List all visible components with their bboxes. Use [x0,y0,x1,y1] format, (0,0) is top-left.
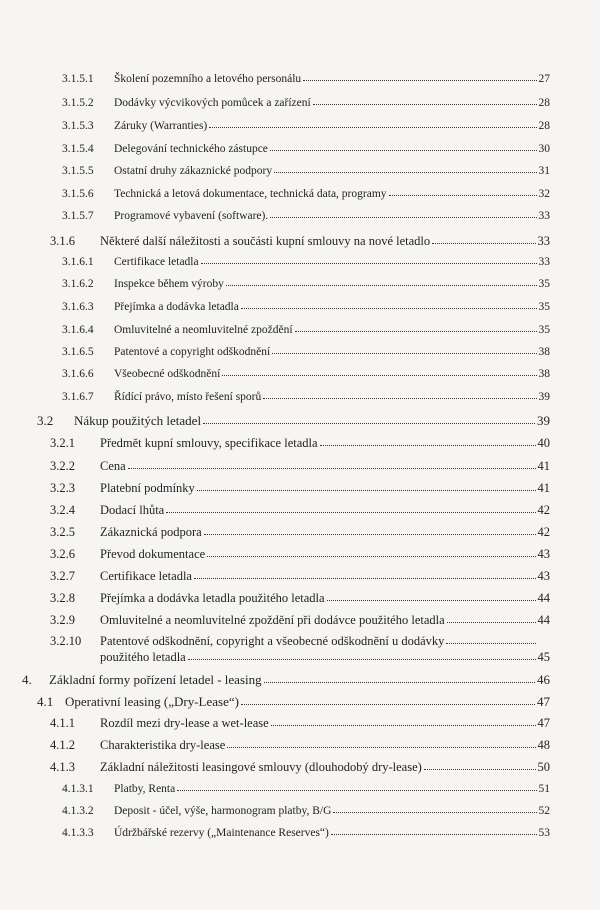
toc-page-number: 32 [538,188,550,200]
toc-number: 3.1.5.3 [62,120,94,132]
toc-leader-dots [263,398,536,399]
toc-leader-dots [270,150,537,151]
toc-title: Delegování technického zástupce [114,143,268,155]
toc-entry [62,828,550,840]
toc-leader-dots [204,534,536,535]
toc-title: Všeobecné odškodnění [114,368,221,380]
toc-page-number: 27 [538,73,550,85]
toc-title: Zákaznická podpora [100,525,202,539]
toc-page-number: 30 [538,143,550,155]
toc-page-number: 43 [537,547,550,561]
toc-number: 3.2.2 [50,459,75,473]
toc-leader-dots [320,445,536,446]
toc-title: Předmět kupní smlouvy, specifikace letadla [100,436,318,450]
toc-title: Dodací lhůta [100,503,165,517]
toc-entry [62,806,550,818]
toc-title: Převod dokumentace [100,547,206,561]
toc-number: 4. [22,672,32,687]
toc-entry [62,279,550,291]
toc-page-number: 43 [537,569,550,583]
toc-title: Deposit - účel, výše, harmonogram platby, B/G [114,805,332,817]
toc-number: 3.2.8 [50,591,75,605]
toc-number: 3.1.5.4 [62,143,94,155]
toc-entry [62,98,550,110]
toc-entry [50,235,550,248]
toc-entry [50,717,550,730]
toc-leader-dots [432,243,535,244]
toc-leader-dots [203,423,535,424]
toc-title: Základní náležitosti leasingové smlouvy (dlouhodobý dry-lease) [100,760,422,774]
toc-page-number: 33 [538,256,550,268]
toc-entry [50,437,550,450]
toc-leader-dots [270,217,536,218]
toc-leader-dots [313,104,537,105]
toc-title: Platební podmínky [100,481,195,495]
toc-leader-dots [264,682,535,683]
toc-entry [62,189,550,201]
toc-leader-dots [207,556,535,557]
toc-entry [50,614,550,627]
toc-title: Patentové odškodnění, copyright a všeobecné odškodnění u dodávky [100,634,445,648]
toc-number: 3.1.5.2 [62,97,94,109]
toc-page-number: 41 [537,459,550,473]
toc-entry [50,739,550,752]
toc-title: Cena [100,459,126,473]
toc-entry [62,325,550,337]
toc-number: 4.1.3 [50,760,75,774]
toc-title: Přejímka a dodávka letadla použitého letadla [100,591,325,605]
toc-leader-dots [197,490,536,491]
toc-number: 3.2.6 [50,547,75,561]
toc-leader-dots [271,725,536,726]
toc-title: Rozdíl mezi dry-lease a wet-lease [100,716,269,730]
toc-page-number: 31 [538,165,550,177]
toc-page-number: 44 [537,591,550,605]
toc-leader-dots [389,195,537,196]
toc-title: Omluvitelné a neomluvitelné zpoždění [114,324,293,336]
toc-number: 3.1.6.2 [62,278,94,290]
toc-entry [50,635,550,648]
toc-title: Řídící právo, místo řešení sporů [114,391,262,403]
toc-title: Certifikace letadla [100,569,192,583]
toc-leader-dots [177,790,536,791]
toc-title: Některé další náležitosti a součásti kupní smlouvy na nové letadlo [100,234,431,248]
toc-entry [62,369,550,381]
toc-entry [62,121,550,133]
toc-entry [50,761,550,774]
toc-entry [62,257,550,269]
toc-entry [50,548,550,561]
toc-entry [62,74,550,86]
toc-number: 3.1.6.6 [62,368,94,380]
toc-number: 4.1.1 [50,716,75,730]
toc-entry [62,392,550,404]
toc-number: 3.2.3 [50,481,75,495]
toc-page-number: 50 [537,760,550,774]
toc-title: Operativní leasing („Dry-Lease“) [65,694,239,709]
toc-number: 3.2.10 [50,634,82,648]
toc-entry [50,570,550,583]
toc-number: 3.1.6.5 [62,346,94,358]
toc-page-number: 44 [537,613,550,627]
toc-page-number: 52 [538,805,550,817]
toc-title: Dodávky výcvikových pomůcek a zařízení [114,97,311,109]
toc-number: 3.2.7 [50,569,75,583]
toc-page-number: 48 [537,738,550,752]
toc-page-number: 51 [538,783,550,795]
toc-page-number: 42 [537,503,550,517]
toc-page-number: 46 [537,672,550,687]
toc-leader-dots [194,578,536,579]
toc-title: Patentové a copyright odškodnění [114,346,271,358]
toc-page-number: 33 [538,210,550,222]
toc-title: Základní formy pořízení letadel - leasing [49,672,262,687]
toc-title: Školení pozemního a letového personálu [114,73,302,85]
toc-entry [50,592,550,605]
toc-title: Záruky (Warranties) [114,120,208,132]
toc-page-number: 28 [538,97,550,109]
toc-page-number: 33 [537,234,550,248]
toc-leader-dots [327,600,536,601]
toc-page-number: 35 [538,301,550,313]
toc-leader-dots [424,769,536,770]
toc-title-continuation: použitého letadla [100,650,186,664]
toc-page-number: 28 [538,120,550,132]
toc-page-number: 35 [538,324,550,336]
toc-entry [62,347,550,359]
toc-title: Charakteristika dry-lease [100,738,226,752]
toc-entry [50,526,550,539]
toc-entry [62,784,550,796]
toc-number: 4.1.2 [50,738,75,752]
toc-entry [50,460,550,473]
toc-page-number: 40 [537,436,550,450]
toc-leader-dots [295,331,537,332]
toc-title: Certifikace letadla [114,256,199,268]
toc-leader-dots [226,285,537,286]
toc-number: 3.2.4 [50,503,75,517]
toc-entry [37,414,550,427]
toc-entry [62,211,550,223]
toc-leader-dots [188,659,536,660]
toc-entry [37,695,550,708]
toc-page-number: 47 [537,716,550,730]
toc-entry [50,504,550,517]
toc-title: Programové vybavení (software). [114,210,269,222]
toc-number: 3.1.6.1 [62,256,94,268]
toc-number: 3.2 [37,413,54,428]
toc-entry [62,302,550,314]
toc-number: 3.1.6.7 [62,391,94,403]
toc-number: 4.1.3.2 [62,805,94,817]
toc-leader-dots [241,308,537,309]
toc-leader-dots [222,375,536,376]
toc-leader-dots [209,127,536,128]
toc-leader-dots [333,812,536,813]
toc-page-number: 35 [538,278,550,290]
toc-title: Nákup použitých letadel [74,413,202,428]
toc-page-number: 38 [538,368,550,380]
toc-number: 3.1.5.7 [62,210,94,222]
toc-number: 3.2.1 [50,436,75,450]
toc-leader-dots [201,263,537,264]
toc-number: 3.1.6.4 [62,324,94,336]
toc-number: 3.1.5.5 [62,165,94,177]
toc-number: 3.1.6.3 [62,301,94,313]
toc-leader-dots [274,172,536,173]
toc-leader-dots [331,834,537,835]
toc-entry [62,144,550,156]
toc-page-number: 39 [538,391,550,403]
toc-number: 4.1.3.1 [62,783,94,795]
toc-page-number: 42 [537,525,550,539]
toc-page-number: 45 [537,650,550,664]
toc-title: Technická a letová dokumentace, technická data, programy [114,188,387,200]
toc-title: Inspekce během výroby [114,278,224,290]
toc-leader-dots [447,622,536,623]
toc-title: Ostatní druhy zákaznické podpory [114,165,273,177]
toc-title: Údržbářské rezervy („Maintenance Reserves“) [114,827,329,839]
toc-page-number: 47 [537,694,550,709]
toc-title: Přejímka a dodávka letadla [114,301,239,313]
toc-number: 4.1 [37,694,54,709]
toc-number: 3.2.5 [50,525,75,539]
toc-page-number: 53 [538,827,550,839]
toc-page-number: 38 [538,346,550,358]
toc-leader-dots [128,468,536,469]
toc-entry [50,482,550,495]
toc-leader-dots [272,353,536,354]
toc-leader-dots [166,512,535,513]
toc-page-number: 39 [537,413,550,428]
toc-title: Platby, Renta [114,783,176,795]
toc-leader-dots [303,80,536,81]
toc-title: Omluvitelné a neomluvitelné zpoždění při dodávce použitého letadla [100,613,445,627]
toc-leader-dots [446,643,535,644]
toc-entry [62,166,550,178]
toc-number: 3.1.5.1 [62,73,94,85]
toc-number: 4.1.3.3 [62,827,94,839]
toc-number: 3.2.9 [50,613,75,627]
toc-number: 3.1.5.6 [62,188,94,200]
toc-leader-dots [227,747,535,748]
toc-leader-dots [241,704,535,705]
toc-entry-continuation [100,651,550,664]
toc-page-number: 41 [537,481,550,495]
toc-entry [22,673,550,686]
toc-number: 3.1.6 [50,234,75,248]
